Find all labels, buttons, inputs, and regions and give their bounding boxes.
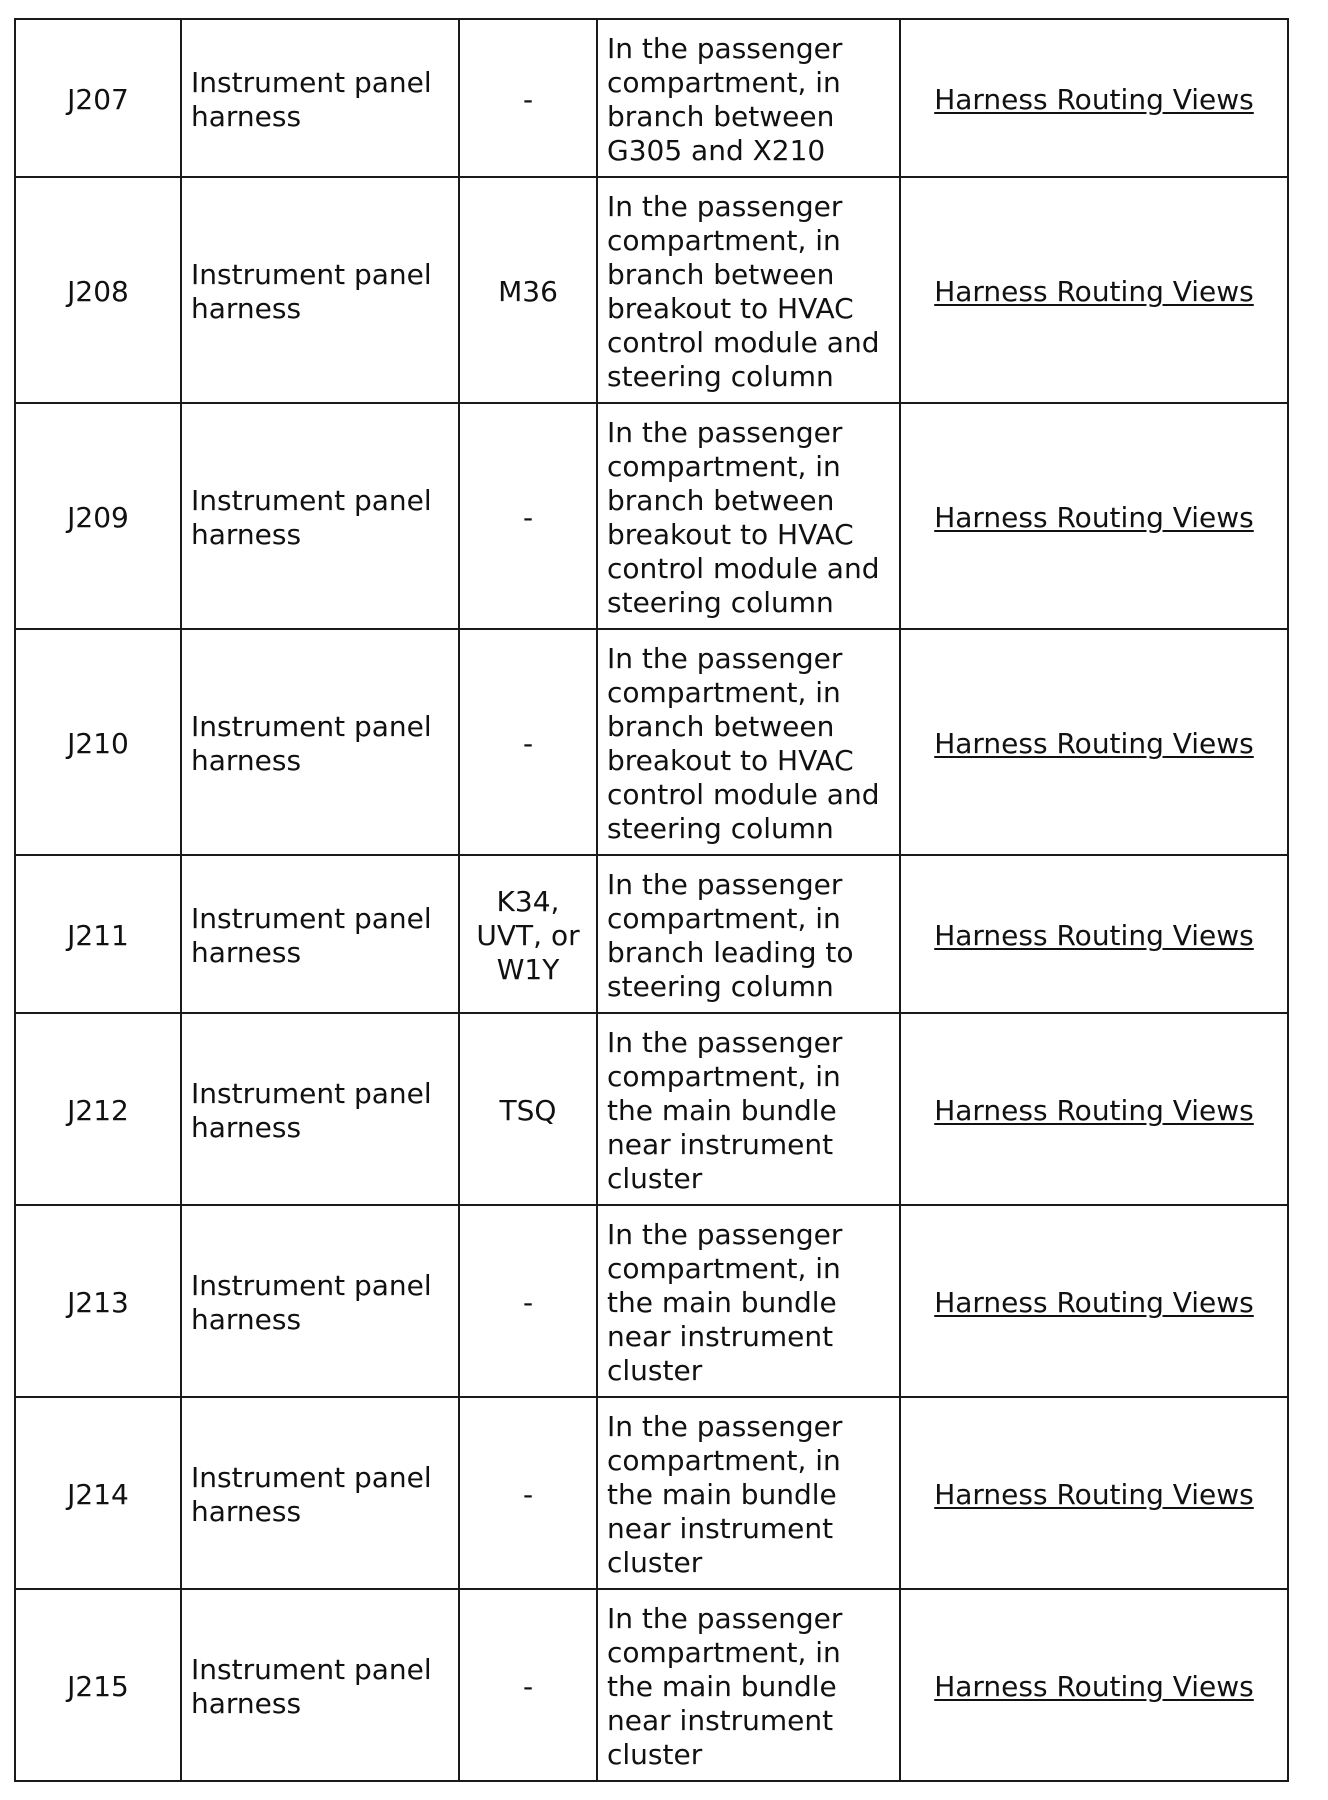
splice-id-cell: J215 — [15, 1589, 181, 1781]
location-cell: In the passenger compartment, in the main bundle near instrument cluster — [597, 1205, 900, 1397]
harness-routing-views-link[interactable]: Harness Routing Views — [934, 727, 1254, 760]
table-row — [15, 855, 1288, 1013]
option-cell: M36 — [459, 177, 597, 403]
table-row — [15, 19, 1288, 177]
splice-id-cell: J211 — [15, 855, 181, 1013]
harness-cell: Instrument panel harness — [181, 177, 459, 403]
view-cell — [900, 403, 1288, 629]
splice-id-cell: J207 — [15, 19, 181, 177]
table-row — [15, 629, 1288, 855]
view-cell — [900, 177, 1288, 403]
harness-routing-views-link[interactable]: Harness Routing Views — [934, 1478, 1254, 1511]
location-cell: In the passenger compartment, in the main bundle near instrument cluster — [597, 1013, 900, 1205]
harness-cell: Instrument panel harness — [181, 1013, 459, 1205]
harness-cell: Instrument panel harness — [181, 1589, 459, 1781]
location-cell: In the passenger compartment, in branch leading to steering column — [597, 855, 900, 1013]
splice-location-table — [14, 18, 1289, 1782]
splice-id-cell: J214 — [15, 1397, 181, 1589]
table-row — [15, 1589, 1288, 1781]
location-cell: In the passenger compartment, in the main bundle near instrument cluster — [597, 1589, 900, 1781]
location-cell: In the passenger compartment, in branch between G305 and X210 — [597, 19, 900, 177]
view-cell — [900, 1397, 1288, 1589]
harness-cell: Instrument panel harness — [181, 629, 459, 855]
harness-routing-views-link[interactable]: Harness Routing Views — [934, 919, 1254, 952]
harness-cell: Instrument panel harness — [181, 1397, 459, 1589]
option-cell: - — [459, 629, 597, 855]
table-row — [15, 1013, 1288, 1205]
table-row — [15, 1397, 1288, 1589]
table-body — [15, 19, 1288, 1781]
view-cell — [900, 19, 1288, 177]
option-cell: - — [459, 1589, 597, 1781]
splice-id-cell: J210 — [15, 629, 181, 855]
table-row — [15, 177, 1288, 403]
splice-id-cell: J209 — [15, 403, 181, 629]
harness-cell: Instrument panel harness — [181, 19, 459, 177]
harness-routing-views-link[interactable]: Harness Routing Views — [934, 1286, 1254, 1319]
harness-routing-views-link[interactable]: Harness Routing Views — [934, 501, 1254, 534]
document-page — [14, 18, 1289, 1782]
splice-id-cell: J208 — [15, 177, 181, 403]
view-cell — [900, 629, 1288, 855]
option-cell: - — [459, 19, 597, 177]
option-cell: - — [459, 1397, 597, 1589]
splice-id-cell: J213 — [15, 1205, 181, 1397]
table-row — [15, 1205, 1288, 1397]
view-cell — [900, 1589, 1288, 1781]
splice-id-cell: J212 — [15, 1013, 181, 1205]
location-cell: In the passenger compartment, in branch between breakout to HVAC control module and steering column — [597, 177, 900, 403]
harness-routing-views-link[interactable]: Harness Routing Views — [934, 1670, 1254, 1703]
location-cell: In the passenger compartment, in the main bundle near instrument cluster — [597, 1397, 900, 1589]
location-cell: In the passenger compartment, in branch between breakout to HVAC control module and steering column — [597, 629, 900, 855]
view-cell — [900, 1013, 1288, 1205]
option-cell: TSQ — [459, 1013, 597, 1205]
harness-routing-views-link[interactable]: Harness Routing Views — [934, 275, 1254, 308]
option-cell: - — [459, 403, 597, 629]
view-cell — [900, 1205, 1288, 1397]
harness-routing-views-link[interactable]: Harness Routing Views — [934, 83, 1254, 116]
view-cell — [900, 855, 1288, 1013]
harness-cell: Instrument panel harness — [181, 1205, 459, 1397]
location-cell: In the passenger compartment, in branch between breakout to HVAC control module and steering column — [597, 403, 900, 629]
harness-cell: Instrument panel harness — [181, 855, 459, 1013]
table-row — [15, 403, 1288, 629]
option-cell: K34, UVT, or W1Y — [459, 855, 597, 1013]
harness-routing-views-link[interactable]: Harness Routing Views — [934, 1094, 1254, 1127]
option-cell: - — [459, 1205, 597, 1397]
harness-cell: Instrument panel harness — [181, 403, 459, 629]
